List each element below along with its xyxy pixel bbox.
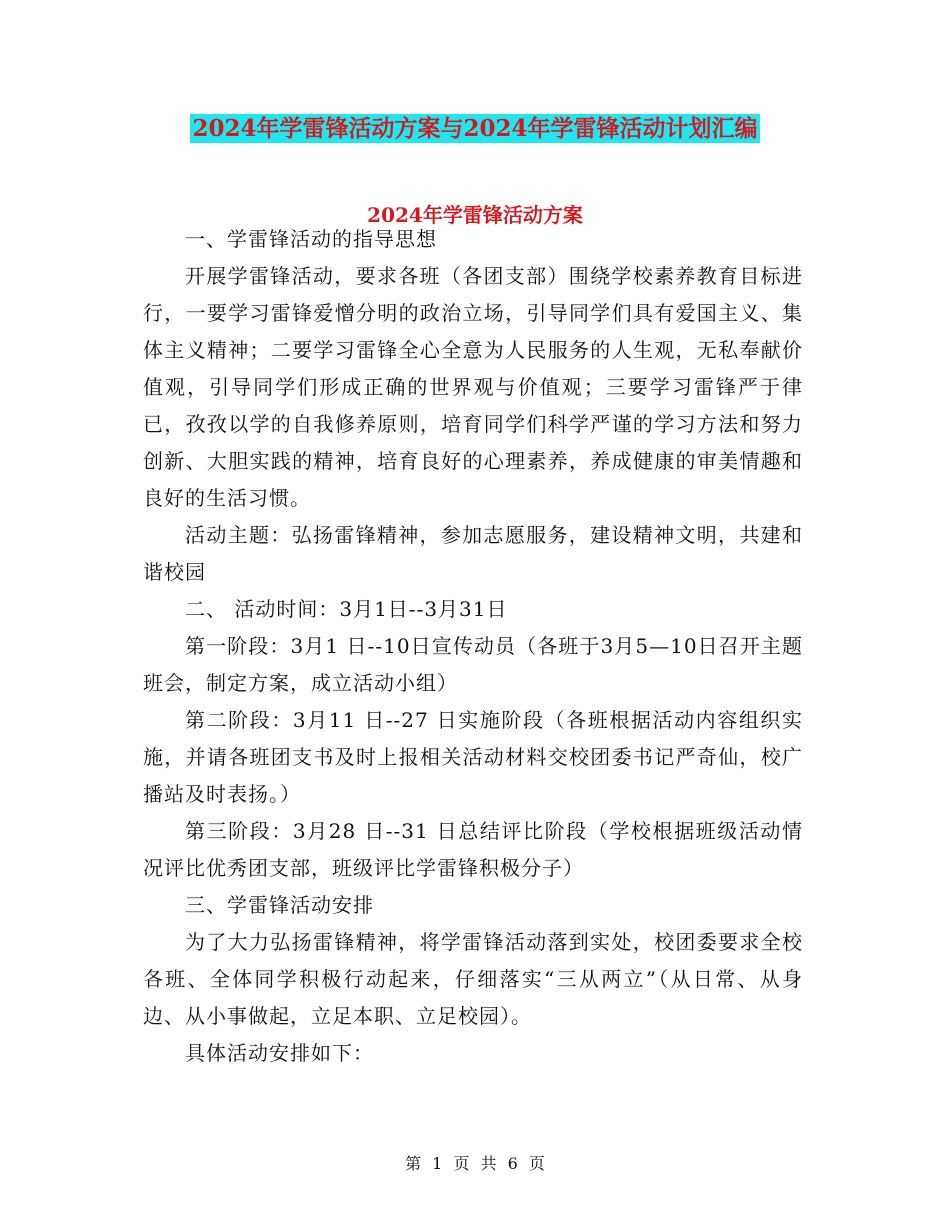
document-title bbox=[0, 112, 950, 146]
document-title-text: 2024年学雷锋活动方案与2024年学雷锋活动计划汇编 bbox=[192, 115, 758, 142]
paragraph-arrangement-list-lead: 具体活动安排如下： bbox=[185, 1041, 374, 1065]
paragraph-stage-two: 第二阶段：3月11 日--27 日实施阶段（各班根据活动内容组织实施，并请各班团支书及时上报相关活动材料交校团委书记严奇仙，校广播站及时表扬。） bbox=[143, 708, 803, 806]
heading-guiding-ideology: 一、学雷锋活动的指导思想 bbox=[185, 227, 437, 251]
section-title: 2024年学雷锋活动方案 bbox=[367, 203, 583, 227]
page-footer: 第 1 页 共 6 页 bbox=[405, 1154, 545, 1173]
heading-activity-arrangement: 三、学雷锋活动安排 bbox=[185, 893, 374, 917]
paragraph-activity-theme: 活动主题：弘扬雷锋精神，参加志愿服务，建设精神文明，共建和谐校园 bbox=[143, 523, 803, 584]
paragraph-stage-three: 第三阶段：3月28 日--31 日总结评比阶段（学校根据班级活动情况评比优秀团支部，班级评比学雷锋积极分子） bbox=[143, 819, 803, 880]
paragraph-arrangement-intro: 为了大力弘扬雷锋精神，将学雷锋活动落到实处，校团委要求全校各班、全体同学积极行动起来，仔细落实“三从两立”（从日常、从身边、从小事做起，立足本职、立足校园）。 bbox=[143, 930, 803, 1028]
paragraph-stage-one: 第一阶段：3月1 日--10日宣传动员（各班于3月5—10日召开主题班会，制定方案，成立活动小组） bbox=[143, 634, 803, 695]
heading-activity-time: 二、 活动时间：3月1日--3月31日 bbox=[185, 597, 508, 621]
paragraph-guiding-ideology: 开展学雷锋活动，要求各班（各团支部）围绕学校素养教育目标进行，一要学习雷锋爱憎分明的政治立场，引导同学们具有爱国主义、集体主义精神；二要学习雷锋全心全意为人民服务的人生观，无私奉献价值观，引导同学们形成正确的世界观与价值观；三要学习雷锋严于律已，孜孜以学的自我修养原则，培育同学们科学严谨的学习方法和努力创新、大胆实践的精神，培育良好的心理素养，养成健康的审美情趣和良好的生活习惯。 bbox=[143, 264, 803, 510]
document-body bbox=[143, 221, 803, 1072]
